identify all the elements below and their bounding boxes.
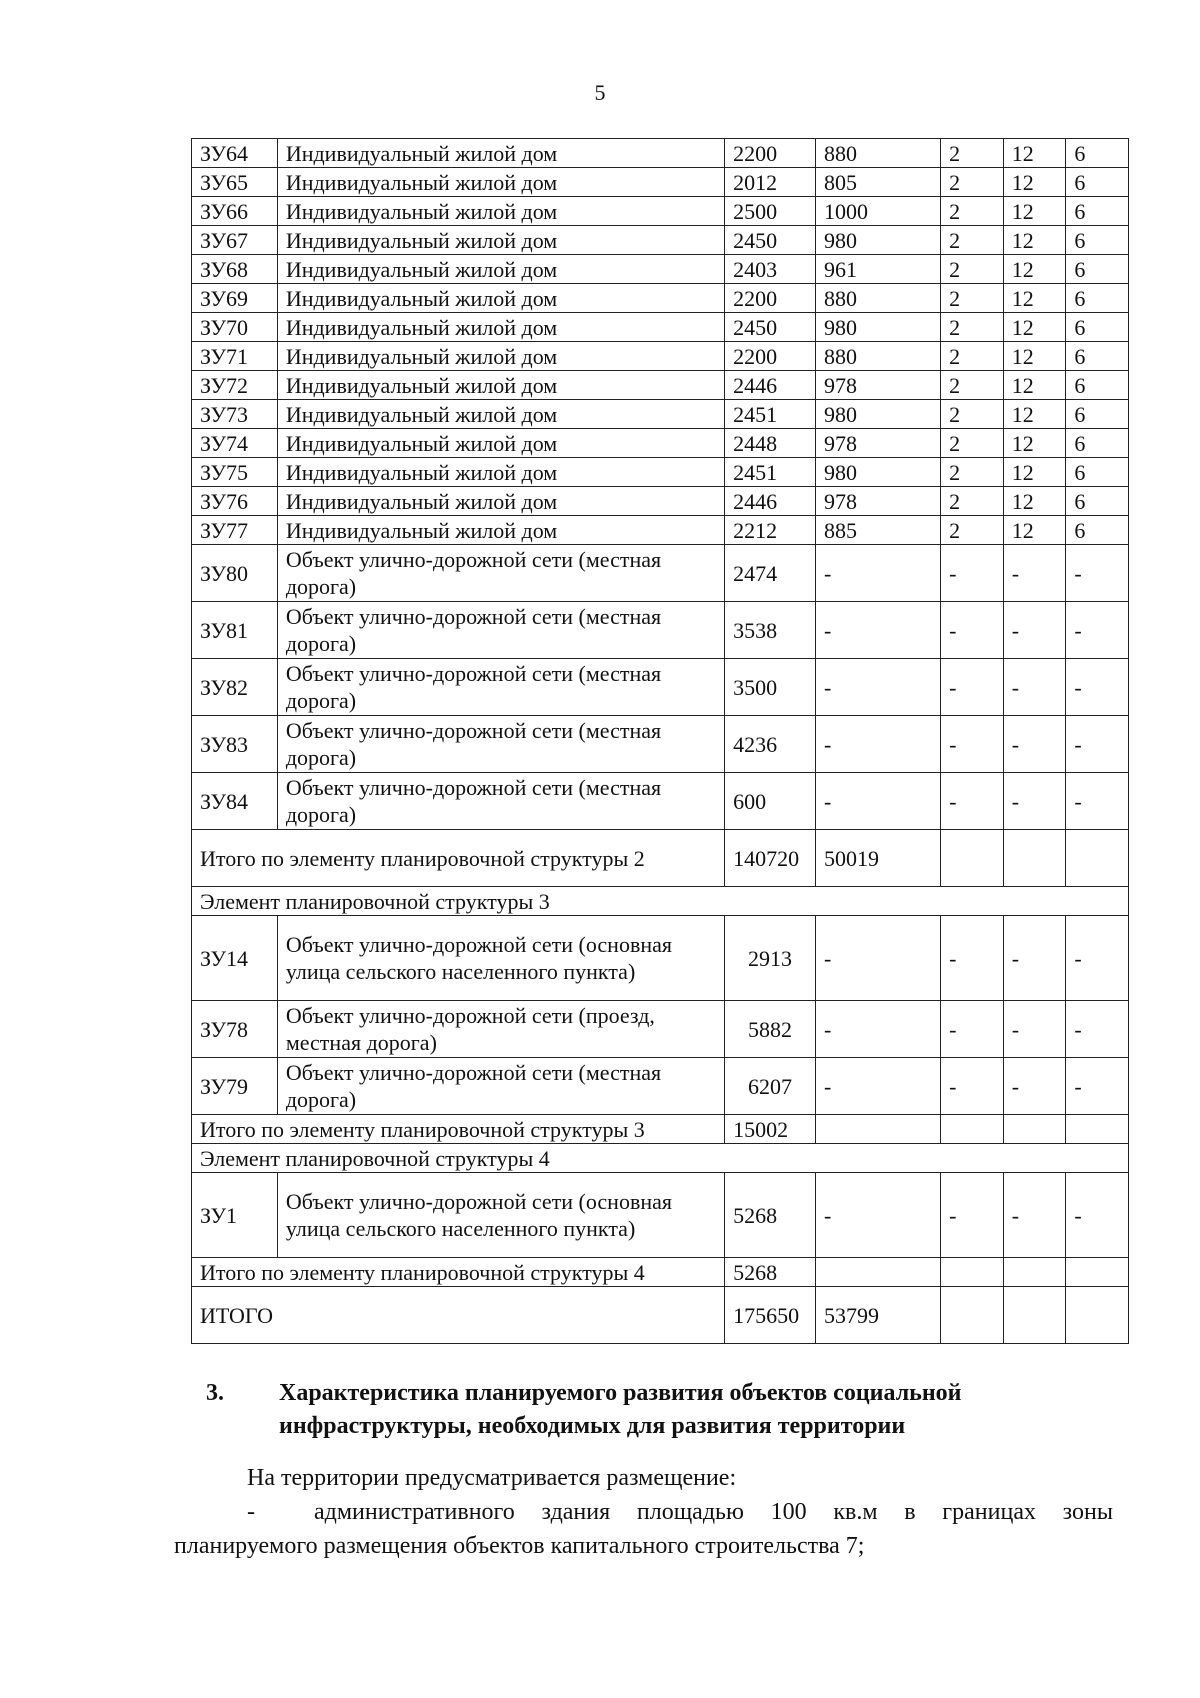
plot-purpose-cell: Индивидуальный жилой дом bbox=[277, 255, 724, 284]
plot-area-cell: 3538 bbox=[725, 602, 816, 659]
value-cell: 805 bbox=[815, 168, 940, 197]
value-cell: - bbox=[1066, 716, 1129, 773]
empty-cell bbox=[941, 1115, 1004, 1144]
plot-area-cell: 2403 bbox=[725, 255, 816, 284]
value-cell: 12 bbox=[1003, 168, 1066, 197]
value-cell: - bbox=[1003, 773, 1066, 830]
value-cell: 12 bbox=[1003, 458, 1066, 487]
total-area-cell: 140720 bbox=[725, 830, 816, 887]
table-row bbox=[192, 371, 1129, 400]
value-cell: 6 bbox=[1066, 313, 1129, 342]
total-row bbox=[192, 1115, 1129, 1144]
value-cell: - bbox=[815, 1058, 940, 1115]
plot-area-cell: 2450 bbox=[725, 226, 816, 255]
total-value-cell: 53799 bbox=[815, 1287, 940, 1344]
value-cell: - bbox=[1066, 1173, 1129, 1258]
value-cell: 6 bbox=[1066, 168, 1129, 197]
plot-id-cell: ЗУ64 bbox=[192, 139, 278, 168]
empty-cell bbox=[1066, 1287, 1129, 1344]
value-cell: 885 bbox=[815, 516, 940, 545]
value-cell: 6 bbox=[1066, 284, 1129, 313]
value-cell: - bbox=[1066, 602, 1129, 659]
plot-purpose-cell: Объект улично-дорожной сети (местная дорога) bbox=[277, 1058, 724, 1115]
value-cell: - bbox=[815, 773, 940, 830]
value-cell: 2 bbox=[941, 226, 1004, 255]
page-number: 5 bbox=[594, 80, 606, 105]
plot-purpose-cell: Индивидуальный жилой дом bbox=[277, 487, 724, 516]
section-title: Характеристика планируемого развития объектов социальной инфраструктуры, необходимых для развития территории bbox=[279, 1380, 962, 1439]
value-cell: - bbox=[815, 602, 940, 659]
table-row bbox=[192, 458, 1129, 487]
value-cell: - bbox=[1003, 602, 1066, 659]
plot-id-cell: ЗУ72 bbox=[192, 371, 278, 400]
table-row bbox=[192, 255, 1129, 284]
intro-paragraph: На территории предусматривается размещение: bbox=[247, 1465, 737, 1491]
bullet-continuation: планируемого размещения объектов капитального строительства 7; bbox=[174, 1533, 865, 1559]
table-row bbox=[192, 197, 1129, 226]
value-cell: - bbox=[1003, 1058, 1066, 1115]
value-cell: - bbox=[1066, 545, 1129, 602]
plot-purpose-cell: Индивидуальный жилой дом bbox=[277, 516, 724, 545]
value-cell: - bbox=[941, 602, 1004, 659]
value-cell: - bbox=[1003, 545, 1066, 602]
table-row bbox=[192, 139, 1129, 168]
plot-id-cell: ЗУ73 bbox=[192, 400, 278, 429]
total-value-cell bbox=[815, 1258, 940, 1287]
plot-id-cell: ЗУ70 bbox=[192, 313, 278, 342]
value-cell: 12 bbox=[1003, 197, 1066, 226]
table-row bbox=[192, 168, 1129, 197]
table-row bbox=[192, 773, 1129, 830]
value-cell: 12 bbox=[1003, 313, 1066, 342]
value-cell: 6 bbox=[1066, 487, 1129, 516]
plot-area-cell: 2012 bbox=[725, 168, 816, 197]
plot-area-cell: 2451 bbox=[725, 400, 816, 429]
table-row bbox=[192, 342, 1129, 371]
value-cell: 12 bbox=[1003, 342, 1066, 371]
plot-purpose-cell: Индивидуальный жилой дом bbox=[277, 342, 724, 371]
value-cell: 6 bbox=[1066, 139, 1129, 168]
value-cell: - bbox=[941, 773, 1004, 830]
value-cell: 2 bbox=[941, 168, 1004, 197]
plot-area-cell: 2913 bbox=[725, 916, 816, 1001]
plot-id-cell: ЗУ76 bbox=[192, 487, 278, 516]
plot-area-cell: 600 bbox=[725, 773, 816, 830]
plot-purpose-cell: Индивидуальный жилой дом bbox=[277, 284, 724, 313]
value-cell: 6 bbox=[1066, 400, 1129, 429]
plot-purpose-cell: Объект улично-дорожной сети (местная дорога) bbox=[277, 545, 724, 602]
value-cell: - bbox=[1003, 659, 1066, 716]
plot-purpose-cell: Объект улично-дорожной сети (местная дорога) bbox=[277, 716, 724, 773]
total-row bbox=[192, 830, 1129, 887]
section-label: Элемент планировочной структуры 3 bbox=[192, 887, 1129, 916]
plot-id-cell: ЗУ14 bbox=[192, 916, 278, 1001]
value-cell: 6 bbox=[1066, 429, 1129, 458]
plot-id-cell: ЗУ74 bbox=[192, 429, 278, 458]
plot-area-cell: 2212 bbox=[725, 516, 816, 545]
value-cell: 12 bbox=[1003, 226, 1066, 255]
value-cell: 12 bbox=[1003, 371, 1066, 400]
value-cell: 12 bbox=[1003, 516, 1066, 545]
table-row bbox=[192, 1001, 1129, 1058]
value-cell: 6 bbox=[1066, 458, 1129, 487]
value-cell: - bbox=[1066, 1058, 1129, 1115]
value-cell: 6 bbox=[1066, 255, 1129, 284]
plot-purpose-cell: Объект улично-дорожной сети (местная дорога) bbox=[277, 659, 724, 716]
total-area-cell: 15002 bbox=[725, 1115, 816, 1144]
value-cell: - bbox=[941, 1058, 1004, 1115]
plot-area-cell: 2446 bbox=[725, 487, 816, 516]
total-value-cell: 50019 bbox=[815, 830, 940, 887]
empty-cell bbox=[1066, 830, 1129, 887]
plot-purpose-cell: Объект улично-дорожной сети (местная дорога) bbox=[277, 602, 724, 659]
value-cell: - bbox=[941, 1173, 1004, 1258]
plot-purpose-cell: Объект улично-дорожной сети (основная улица сельского населенного пункта) bbox=[277, 916, 724, 1001]
value-cell: 6 bbox=[1066, 226, 1129, 255]
plot-id-cell: ЗУ77 bbox=[192, 516, 278, 545]
plot-purpose-cell: Индивидуальный жилой дом bbox=[277, 400, 724, 429]
plot-purpose-cell: Индивидуальный жилой дом bbox=[277, 371, 724, 400]
plot-area-cell: 5882 bbox=[725, 1001, 816, 1058]
table-row bbox=[192, 516, 1129, 545]
value-cell: 2 bbox=[941, 429, 1004, 458]
value-cell: 980 bbox=[815, 458, 940, 487]
value-cell: - bbox=[1003, 716, 1066, 773]
table-row bbox=[192, 659, 1129, 716]
value-cell: 12 bbox=[1003, 400, 1066, 429]
plot-purpose-cell: Индивидуальный жилой дом bbox=[277, 139, 724, 168]
value-cell: - bbox=[815, 1001, 940, 1058]
table-row bbox=[192, 602, 1129, 659]
plot-id-cell: ЗУ69 bbox=[192, 284, 278, 313]
empty-cell bbox=[1003, 1258, 1066, 1287]
value-cell: 980 bbox=[815, 400, 940, 429]
plot-area-cell: 2200 bbox=[725, 139, 816, 168]
value-cell: - bbox=[1003, 1001, 1066, 1058]
plot-area-cell: 2450 bbox=[725, 313, 816, 342]
value-cell: - bbox=[1066, 773, 1129, 830]
plot-area-cell: 2448 bbox=[725, 429, 816, 458]
bullet-dash: - bbox=[247, 1499, 255, 1525]
value-cell: - bbox=[941, 659, 1004, 716]
value-cell: 2 bbox=[941, 400, 1004, 429]
plot-area-cell: 2451 bbox=[725, 458, 816, 487]
value-cell: - bbox=[815, 659, 940, 716]
value-cell: 6 bbox=[1066, 197, 1129, 226]
value-cell: 12 bbox=[1003, 487, 1066, 516]
empty-cell bbox=[941, 830, 1004, 887]
value-cell: 2 bbox=[941, 458, 1004, 487]
value-cell: - bbox=[1003, 1173, 1066, 1258]
value-cell: - bbox=[1003, 916, 1066, 1001]
value-cell: - bbox=[815, 545, 940, 602]
value-cell: - bbox=[1066, 1001, 1129, 1058]
value-cell: 978 bbox=[815, 429, 940, 458]
value-cell: 12 bbox=[1003, 284, 1066, 313]
empty-cell bbox=[1003, 1115, 1066, 1144]
value-cell: 880 bbox=[815, 342, 940, 371]
table-row bbox=[192, 545, 1129, 602]
value-cell: 6 bbox=[1066, 516, 1129, 545]
value-cell: 2 bbox=[941, 342, 1004, 371]
plot-id-cell: ЗУ83 bbox=[192, 716, 278, 773]
plot-id-cell: ЗУ71 bbox=[192, 342, 278, 371]
value-cell: 978 bbox=[815, 487, 940, 516]
plot-id-cell: ЗУ66 bbox=[192, 197, 278, 226]
plot-id-cell: ЗУ81 bbox=[192, 602, 278, 659]
total-row bbox=[192, 1258, 1129, 1287]
plot-area-cell: 6207 bbox=[725, 1058, 816, 1115]
plot-area-cell: 2500 bbox=[725, 197, 816, 226]
empty-cell bbox=[1003, 1287, 1066, 1344]
plot-id-cell: ЗУ75 bbox=[192, 458, 278, 487]
value-cell: 980 bbox=[815, 226, 940, 255]
total-label: Итого по элементу планировочной структуры 2 bbox=[192, 830, 725, 887]
bullet-text: административного здания площадью 100 кв.м в границах зоны bbox=[314, 1499, 1113, 1525]
empty-cell bbox=[1003, 830, 1066, 887]
plot-purpose-cell: Объект улично-дорожной сети (проезд, местная дорога) bbox=[277, 1001, 724, 1058]
table-row bbox=[192, 1173, 1129, 1258]
value-cell: 2 bbox=[941, 139, 1004, 168]
value-cell: 880 bbox=[815, 284, 940, 313]
value-cell: 2 bbox=[941, 487, 1004, 516]
value-cell: 12 bbox=[1003, 139, 1066, 168]
empty-cell bbox=[941, 1258, 1004, 1287]
value-cell: 12 bbox=[1003, 255, 1066, 284]
plot-area-cell: 2474 bbox=[725, 545, 816, 602]
section-label: Элемент планировочной структуры 4 bbox=[192, 1144, 1129, 1173]
section-row bbox=[192, 887, 1129, 916]
plot-area-cell: 2446 bbox=[725, 371, 816, 400]
plot-purpose-cell: Объект улично-дорожной сети (основная улица сельского населенного пункта) bbox=[277, 1173, 724, 1258]
plot-id-cell: ЗУ65 bbox=[192, 168, 278, 197]
plot-area-cell: 3500 bbox=[725, 659, 816, 716]
table-row bbox=[192, 400, 1129, 429]
value-cell: - bbox=[941, 716, 1004, 773]
table-row bbox=[192, 916, 1129, 1001]
plot-area-cell: 2200 bbox=[725, 342, 816, 371]
value-cell: 1000 bbox=[815, 197, 940, 226]
total-value-cell bbox=[815, 1115, 940, 1144]
value-cell: 6 bbox=[1066, 371, 1129, 400]
total-label: Итого по элементу планировочной структуры 4 bbox=[192, 1258, 725, 1287]
plot-purpose-cell: Индивидуальный жилой дом bbox=[277, 458, 724, 487]
total-label: Итого по элементу планировочной структуры 3 bbox=[192, 1115, 725, 1144]
value-cell: 2 bbox=[941, 371, 1004, 400]
plot-purpose-cell: Объект улично-дорожной сети (местная дорога) bbox=[277, 773, 724, 830]
section-row bbox=[192, 1144, 1129, 1173]
value-cell: - bbox=[1066, 659, 1129, 716]
plot-purpose-cell: Индивидуальный жилой дом bbox=[277, 168, 724, 197]
value-cell: - bbox=[941, 916, 1004, 1001]
section-number: 3. bbox=[206, 1380, 224, 1406]
table-row bbox=[192, 313, 1129, 342]
plots-table-body bbox=[192, 139, 1129, 1344]
value-cell: 2 bbox=[941, 284, 1004, 313]
value-cell: - bbox=[1066, 916, 1129, 1001]
plot-area-cell: 2200 bbox=[725, 284, 816, 313]
value-cell: 2 bbox=[941, 255, 1004, 284]
value-cell: 6 bbox=[1066, 342, 1129, 371]
table-row bbox=[192, 487, 1129, 516]
plot-id-cell: ЗУ78 bbox=[192, 1001, 278, 1058]
total-label: ИТОГО bbox=[192, 1287, 725, 1344]
plot-id-cell: ЗУ79 bbox=[192, 1058, 278, 1115]
plot-area-cell: 4236 bbox=[725, 716, 816, 773]
plot-id-cell: ЗУ1 bbox=[192, 1173, 278, 1258]
value-cell: - bbox=[815, 1173, 940, 1258]
table-row bbox=[192, 429, 1129, 458]
value-cell: 2 bbox=[941, 313, 1004, 342]
value-cell: - bbox=[815, 716, 940, 773]
plot-id-cell: ЗУ67 bbox=[192, 226, 278, 255]
table-row bbox=[192, 716, 1129, 773]
value-cell: - bbox=[941, 1001, 1004, 1058]
plot-id-cell: ЗУ84 bbox=[192, 773, 278, 830]
table-row bbox=[192, 284, 1129, 313]
total-area-cell: 5268 bbox=[725, 1258, 816, 1287]
table-row bbox=[192, 226, 1129, 255]
empty-cell bbox=[1066, 1115, 1129, 1144]
value-cell: 978 bbox=[815, 371, 940, 400]
value-cell: - bbox=[815, 916, 940, 1001]
value-cell: 980 bbox=[815, 313, 940, 342]
value-cell: - bbox=[941, 545, 1004, 602]
plot-id-cell: ЗУ82 bbox=[192, 659, 278, 716]
plot-purpose-cell: Индивидуальный жилой дом bbox=[277, 226, 724, 255]
table-row bbox=[192, 1058, 1129, 1115]
plot-area-cell: 5268 bbox=[725, 1173, 816, 1258]
empty-cell bbox=[1066, 1258, 1129, 1287]
value-cell: 880 bbox=[815, 139, 940, 168]
plots-table bbox=[191, 138, 1129, 1344]
plot-purpose-cell: Индивидуальный жилой дом bbox=[277, 313, 724, 342]
empty-cell bbox=[941, 1287, 1004, 1344]
value-cell: 961 bbox=[815, 255, 940, 284]
total-area-cell: 175650 bbox=[725, 1287, 816, 1344]
plot-id-cell: ЗУ80 bbox=[192, 545, 278, 602]
plot-purpose-cell: Индивидуальный жилой дом bbox=[277, 197, 724, 226]
value-cell: 2 bbox=[941, 197, 1004, 226]
total-row bbox=[192, 1287, 1129, 1344]
value-cell: 2 bbox=[941, 516, 1004, 545]
value-cell: 12 bbox=[1003, 429, 1066, 458]
plot-purpose-cell: Индивидуальный жилой дом bbox=[277, 429, 724, 458]
plot-id-cell: ЗУ68 bbox=[192, 255, 278, 284]
